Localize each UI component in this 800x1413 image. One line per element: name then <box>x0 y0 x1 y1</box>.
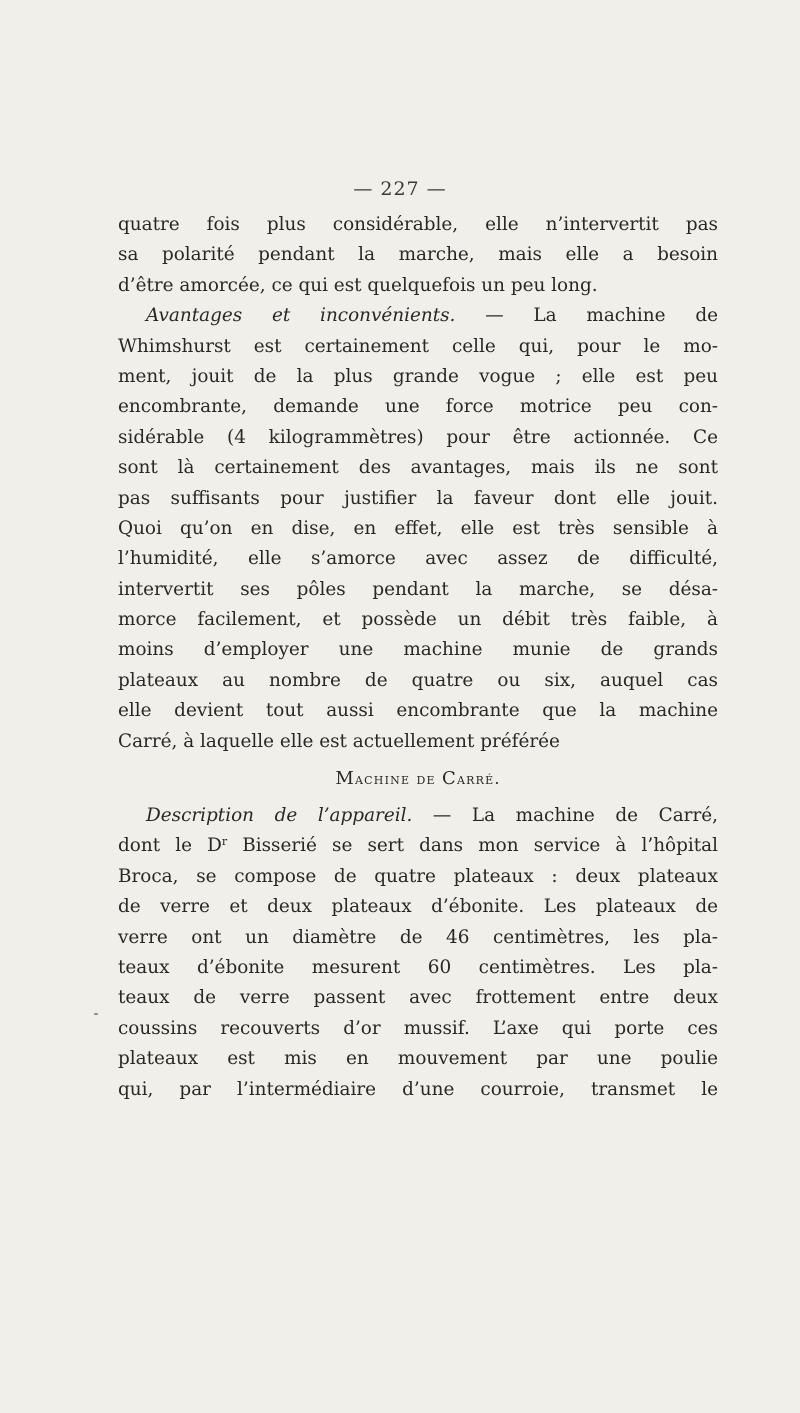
text-line: d’être amorcée, ce qui est quelquefois un peu long. <box>118 274 598 296</box>
paragraph-lead-rest: — La machine de Carré, <box>412 805 718 827</box>
text-line: ment, jouit de la plus grande vogue ; elle est peu <box>118 365 718 387</box>
text-line: sa polarité pendant la marche, mais elle a besoin <box>118 244 718 266</box>
text-line: quatre fois plus considérable, elle n’intervertit pas <box>118 214 718 235</box>
paragraph-advantages <box>118 301 718 757</box>
section-heading: Machine de Carré. <box>335 768 501 790</box>
text-line: elle devient tout aussi encombrante que la machine <box>118 700 718 722</box>
text-line: Broca, se compose de quatre plateaux : deux plateaux <box>118 865 718 887</box>
text-line: de verre et deux plateaux d’ébonite. Les plateaux de <box>118 896 718 918</box>
text-line: qui, par l’intermédiaire d’une courroie, transmet le <box>118 1078 718 1100</box>
text-line: Quoi qu’on en dise, en effet, elle est très sensible à <box>118 517 718 539</box>
text-line: Carré, à laquelle elle est actuellement préférée <box>118 730 560 752</box>
text-line: plateaux est mis en mouvement par une poulie <box>118 1048 718 1070</box>
page-number: — 227 — <box>353 178 447 200</box>
text-line: Whimshurst est certainement celle qui, pour le mo- <box>118 335 718 357</box>
paragraph-lead-italic: Avantages et inconvénients. <box>146 305 456 327</box>
text-line: teaux d’ébonite mesurent 60 centimètres. Les pla- <box>118 956 718 978</box>
text-line: encombrante, demande une force motrice peu con- <box>118 396 718 418</box>
text-line: sidérable (4 kilogrammètres) pour être actionnée. Ce <box>118 426 718 448</box>
paper-speck <box>94 1013 98 1015</box>
text-line: morce facilement, et possède un débit très faible, à <box>118 609 718 631</box>
text-line: teaux de verre passent avec frottement entre deux <box>118 987 718 1009</box>
text-line: intervertit ses pôles pendant la marche, se désa- <box>118 578 718 600</box>
paragraph-lead-italic: Description de l’appareil. <box>146 805 413 827</box>
text-line: l’humidité, elle s’amorce avec assez de difficulté, <box>118 548 718 570</box>
paragraph-continuation <box>118 210 718 301</box>
text-line: moins d’employer une machine munie de grands <box>118 639 718 661</box>
text-line: sont là certainement des avantages, mais ils ne sont <box>118 457 718 479</box>
text-line: dont le $D^r$ Bisserié se sert dans mon service à l’hôpital <box>118 835 718 857</box>
text-line: plateaux au nombre de quatre ou six, auquel cas <box>118 669 718 691</box>
text-line: verre ont un diamètre de 46 centimètres, les pla- <box>118 926 718 948</box>
text-line: pas suffisants pour justifier la faveur dont elle jouit. <box>118 487 718 509</box>
text-line <box>118 801 718 831</box>
body-text <box>118 210 718 1105</box>
paragraph-lead-rest: — La machine de <box>455 305 718 327</box>
text-line <box>118 301 718 331</box>
paragraph-description <box>118 801 718 1105</box>
text-line: coussins recouverts d’or mussif. L’axe qui porte ces <box>118 1017 718 1039</box>
